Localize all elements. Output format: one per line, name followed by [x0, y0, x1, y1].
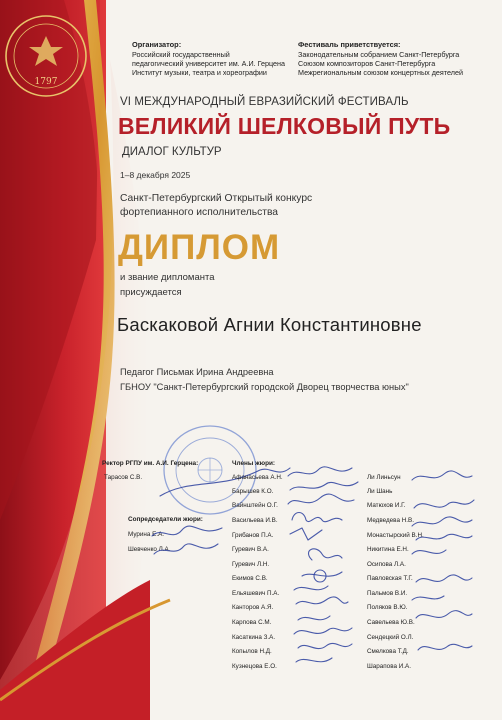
jury-label: Члены жюри: [232, 460, 276, 467]
cochair-signatures [148, 520, 230, 560]
welcome-line: Союзом композиторов Санкт-Петербурга [298, 59, 436, 69]
festival-dates: 1–8 декабря 2025 [120, 170, 191, 180]
teacher-line: Педагог Письмак Ирина Андреевна [120, 367, 274, 377]
jury-member-name: Монастырский В.Н. [367, 532, 424, 539]
festival-subtitle: ДИАЛОГ КУЛЬТУР [122, 146, 222, 158]
welcome-line: Межрегиональным союзом концертных деятелей [298, 68, 463, 78]
jury-member-name: Кузнецова Е.О. [232, 663, 277, 670]
jury-member-name: Карпова С.М. [232, 619, 272, 626]
award-line: присуждается [120, 287, 182, 298]
jury-member-name: Никитина Е.Н. [367, 546, 409, 553]
festival-number-line: VI МЕЖДУНАРОДНЫЙ ЕВРАЗИЙСКИЙ ФЕСТИВАЛЬ [120, 96, 409, 108]
jury-member-name: Копылов Н.Д. [232, 648, 272, 655]
recipient-name: Баскаковой Агнии Константиновне [117, 314, 422, 335]
jury-member-name: Пальмов В.И. [367, 590, 408, 597]
jury-member-name: Матюхов И.Г. [367, 502, 406, 509]
jury-member-name: Шарапова И.А. [367, 663, 411, 670]
school-line: ГБНОУ "Санкт-Петербургский городской Дворец творчества юных" [120, 382, 409, 392]
diploma-title: ДИПЛОМ [118, 228, 281, 267]
jury-member-name: Смелкова Т.Д. [367, 648, 409, 655]
contest-line: Санкт-Петербургский Открытый конкурс [120, 193, 313, 204]
welcome-line: Законодательным собранием Санкт-Петербурга [298, 50, 460, 59]
jury-member-name: Канторов А.Я. [232, 604, 274, 611]
jury-member-name: Гуревич В.А. [232, 546, 269, 553]
organizer-heading: Организатор: [132, 40, 182, 49]
jury-member-name: Васильева И.В. [232, 517, 278, 524]
organizer-lines [132, 50, 285, 78]
jury-member-name: Осипова Л.А. [367, 561, 406, 568]
jury-member-name: Гуревич Л.Н. [232, 561, 270, 568]
cochair-name: Шевченко Л.А. [128, 546, 171, 553]
jury-member-name: Поляков В.Ю. [367, 604, 408, 611]
teacher-block [120, 365, 409, 395]
award-line: и звание дипломанта [120, 272, 215, 283]
festival-name: ВЕЛИКИЙ ШЕЛКОВЫЙ ПУТЬ [118, 113, 451, 139]
jury-member-name: Ельяшевич П.А. [232, 590, 280, 597]
welcome-lines [298, 50, 463, 78]
jury-member-name: Касаткина З.А. [232, 634, 276, 641]
jury-member-name: Савельева Ю.В. [367, 619, 415, 626]
organizer-line: Российский государственный [132, 50, 230, 59]
organizer-line: педагогический университет им. А.И. Герцена [132, 59, 286, 69]
jury-member-name: Вайнштейн О.Г. [232, 502, 278, 509]
jury-member-name: Медведева Н.В. [367, 517, 414, 524]
contest-line: фортепианного исполнительства [120, 207, 279, 218]
jury-member-name: Павловская Т.Г. [367, 575, 413, 582]
cochair-name: Мурина Е.А. [128, 531, 165, 538]
university-seal-logo [4, 14, 88, 98]
rector-name: Тарасов С.В. [104, 474, 143, 481]
welcome-heading: Фестиваль приветствуется: [298, 40, 401, 49]
organizer-line: Институт музыки, театра и хореографии [132, 68, 267, 78]
jury-member-name: Сендецкий О.Л. [367, 634, 414, 641]
jury-signatures-col2 [408, 470, 478, 670]
jury-member-name: Екимов С.В. [232, 575, 268, 582]
svg-text:1797: 1797 [34, 77, 58, 87]
contest-title [120, 192, 312, 220]
jury-member-name: Грибанов П.А. [232, 532, 274, 539]
jury-member-name: Ли Шань [367, 488, 393, 495]
jury-member-name: Барышев К.О. [232, 488, 274, 495]
jury-signatures-col1 [282, 464, 372, 674]
jury-member-name: Ли Линьсун [367, 474, 401, 481]
cochairs-label: Сопредседатели жюри: [128, 516, 203, 523]
rector-label: Ректор РГПУ им. А.И. Герцена: [102, 460, 199, 467]
award-text [120, 270, 215, 300]
jury-member-name: Афанасьева А.Н. [232, 474, 283, 481]
